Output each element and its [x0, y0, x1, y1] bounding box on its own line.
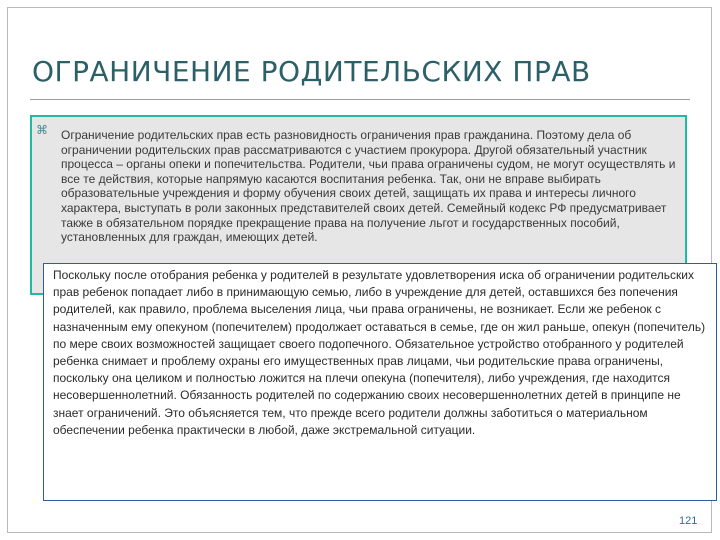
slide-title: ОГРАНИЧЕНИЕ РОДИТЕЛЬСКИХ ПРАВ: [32, 55, 591, 88]
title-divider: [30, 99, 690, 100]
bullet-x-icon: ⌘: [36, 123, 48, 137]
note-text: Поскольку после отобрания ребенка у родителей в результате удовлетворения иска об ограничении родительских прав ребенок попадает либо в принимающую семью, либо в учреждение для детей, оставшихся без попечения родителей, как правило, проблема выселения лица, чьи права ограничены, не возникает. Если же ребенок с назначенным ему опекуном (попечителем) продолжает оставаться в семье, где он жил раньше, опекун (попечитель) по мере своих возможностей защищает своего подопечного. Обязательное устройство отобранного у родителей ребенка снимает и проблему охраны его имущественных прав лицами, чьи родительские права ограничены, поскольку она целиком и полностью ложится на плечи опекуна (попечителя), либо учреждения, где находится несовершеннолетний. Обязанность родителей по содержанию своих несовершеннолетних детей в принципе не знает ограничений. Это объясняется тем, что прежде всего родители должны заботиться о материальном обеспечении ребенка практически в любой, даже экстремальной ситуации.: [53, 268, 706, 437]
bullet-text: Ограничение родительских прав есть разновидность ограничения прав гражданина. Поэтому дела об ограничении родительских прав рассматриваются с участием прокурора. Другой обязательный участник процесса – органы опеки и попечительства. Родители, чьи права ограничены судом, не могут осуществлять и все те действия, которые напрямую касаются воспитания ребенка. Так, они не вправе выбирать образовательные учреждения и форму обучения своих детей, защищать их права и интересы личного характера, выступать в роли законных представителей своих детей. Семейный кодекс РФ предусматривает также в обязательном порядке прекращение права на получение льгот и государственных пособий, установленных для граждан, имеющих детей.: [61, 128, 676, 245]
note-text-box: [43, 263, 717, 501]
page-number: 121: [679, 515, 698, 527]
